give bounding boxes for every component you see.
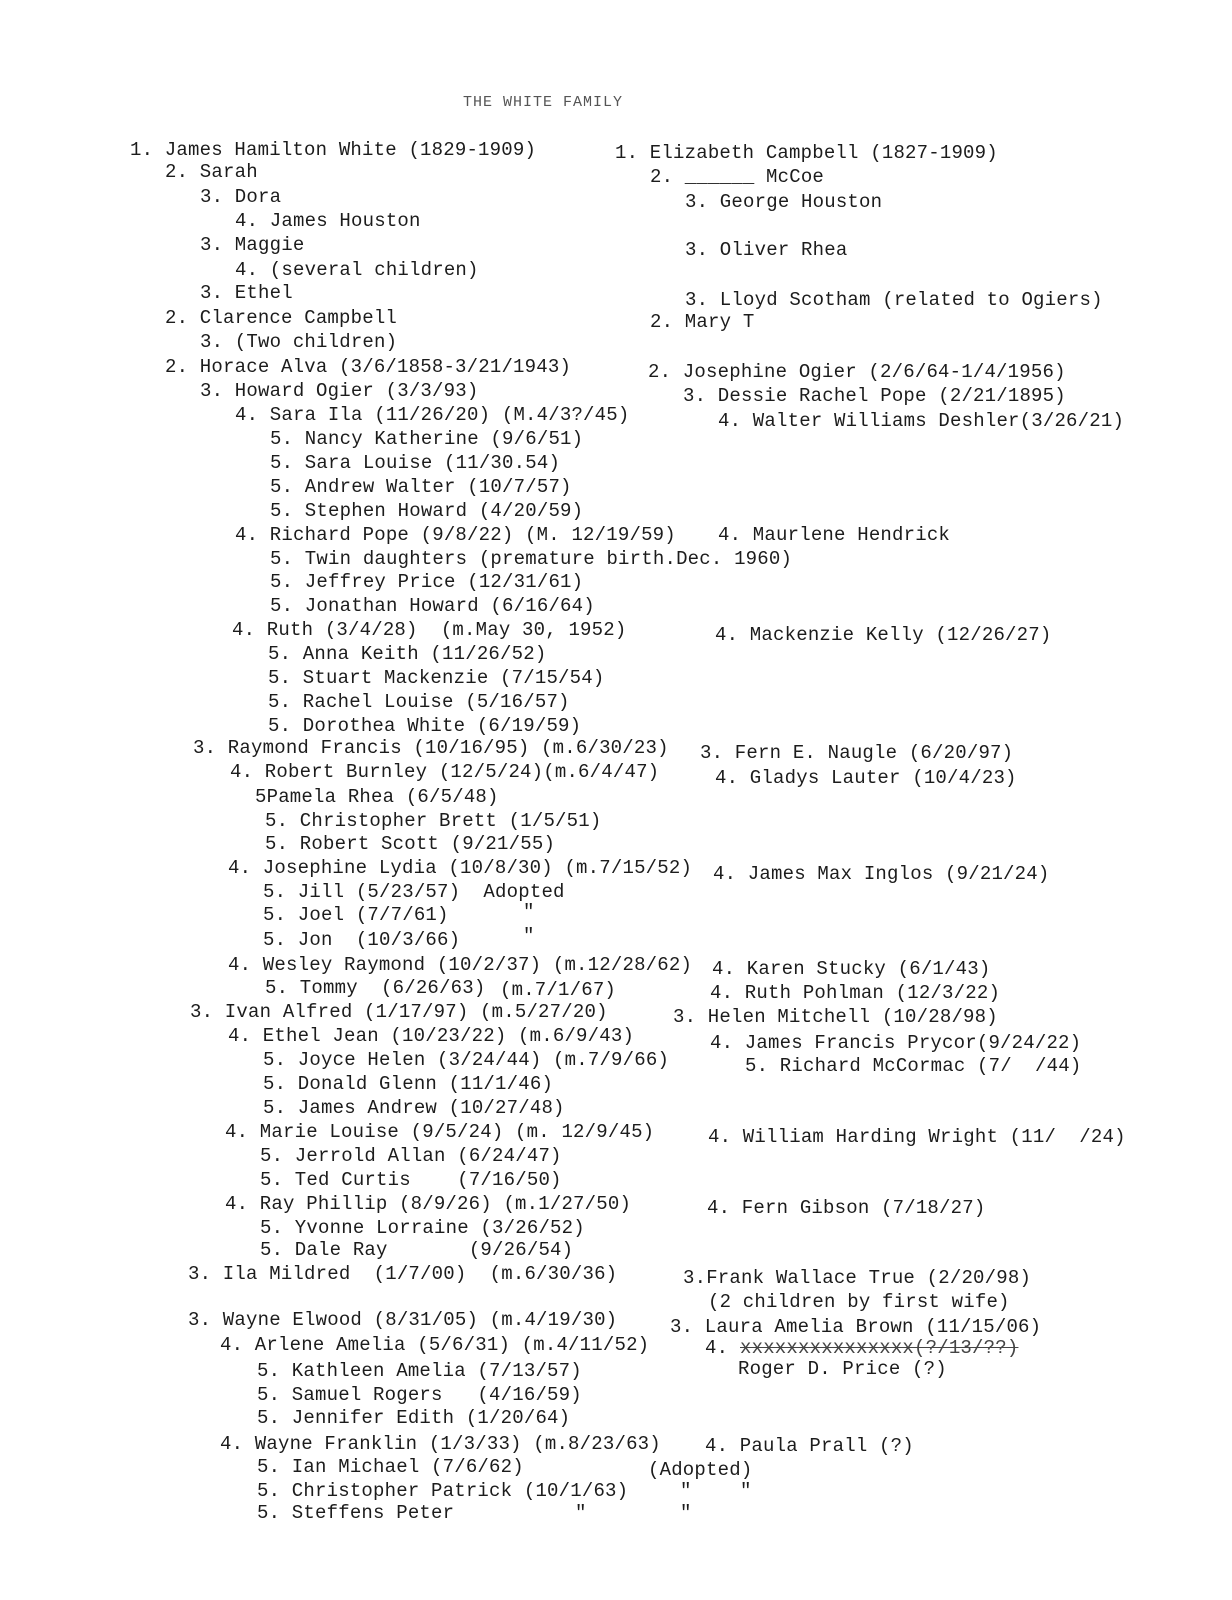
genealogy-entry: 5. Tommy (6/26/63)	[265, 977, 486, 999]
genealogy-entry: 4. Wayne Franklin (1/3/33) (m.8/23/63)	[220, 1433, 661, 1455]
genealogy-entry: 5. Joel (7/7/61)	[263, 904, 449, 926]
genealogy-entry: 3. Dora	[200, 186, 282, 208]
genealogy-entry: 4. Mackenzie Kelly (12/26/27)	[715, 624, 1052, 646]
ditto-mark: "	[680, 1480, 692, 1502]
genealogy-entry: 4. James Houston	[235, 210, 421, 232]
genealogy-entry: (2 children by first wife)	[708, 1291, 1010, 1313]
genealogy-entry: 5. Christopher Patrick (10/1/63)	[257, 1480, 629, 1502]
genealogy-entry: 5. Nancy Katherine (9/6/51)	[270, 428, 584, 450]
genealogy-entry: 3. Ivan Alfred (1/17/97) (m.5/27/20)	[190, 1001, 608, 1023]
genealogy-entry: 4. Ruth (3/4/28) (m.May 30, 1952)	[232, 619, 627, 641]
genealogy-entry: 3. (Two children)	[200, 331, 398, 353]
genealogy-entry: 2. ______ McCoe	[650, 166, 825, 188]
genealogy-entry: 3. Laura Amelia Brown (11/15/06)	[670, 1316, 1042, 1338]
genealogy-entry: 2. Clarence Campbell	[165, 307, 398, 329]
genealogy-entry: 5. Joyce Helen (3/24/44) (m.7/9/66)	[263, 1049, 670, 1071]
ditto-mark: "	[680, 1502, 692, 1524]
genealogy-entry: 4. Wesley Raymond (10/2/37) (m.12/28/62)	[228, 954, 693, 976]
ditto-mark: "	[575, 1502, 587, 1524]
genealogy-entry: 5. Stephen Howard (4/20/59)	[270, 500, 584, 522]
genealogy-entry: 5. Sara Louise (11/30.54)	[270, 452, 561, 474]
genealogy-entry: 3. Oliver Rhea	[685, 239, 848, 261]
genealogy-entry: 5. Christopher Brett (1/5/51)	[265, 810, 602, 832]
genealogy-entry: 4.	[705, 1337, 740, 1359]
genealogy-entry: 5. Steffens Peter	[257, 1502, 455, 1524]
genealogy-entry: 4. Karen Stucky (6/1/43)	[712, 958, 991, 980]
genealogy-entry: 4. Josephine Lydia (10/8/30) (m.7/15/52)	[228, 857, 693, 879]
genealogy-entry: 4. Maurlene Hendrick	[718, 524, 951, 546]
genealogy-entry: 3. Ethel	[200, 282, 293, 304]
genealogy-entry: 5. James Andrew (10/27/48)	[263, 1097, 565, 1119]
genealogy-entry: 3.Frank Wallace True (2/20/98)	[683, 1267, 1032, 1289]
genealogy-entry: 5. Jerrold Allan (6/24/47)	[260, 1145, 562, 1167]
genealogy-entry: Roger D. Price (?)	[738, 1358, 947, 1380]
genealogy-entry: (Adopted)	[648, 1459, 753, 1481]
genealogy-entry: 4. Ray Phillip (8/9/26) (m.1/27/50)	[225, 1193, 632, 1215]
genealogy-entry: 3. Raymond Francis (10/16/95) (m.6/30/23)	[193, 737, 669, 759]
genealogy-entry: 5Pamela Rhea (6/5/48)	[255, 786, 499, 808]
genealogy-entry: 2. Mary T	[650, 311, 755, 333]
genealogy-entry: 4. Ethel Jean (10/23/22) (m.6/9/43)	[228, 1025, 635, 1047]
genealogy-entry: 3. George Houston	[685, 191, 883, 213]
genealogy-entry: 5. Ted Curtis (7/16/50)	[260, 1169, 562, 1191]
genealogy-entry: 2. Sarah	[165, 161, 258, 183]
document-title: THE WHITE FAMILY	[463, 94, 624, 111]
genealogy-entry: 5. Ian Michael (7/6/62)	[257, 1456, 524, 1478]
genealogy-entry: 5. Anna Keith (11/26/52)	[268, 643, 547, 665]
genealogy-entry: 5. Kathleen Amelia (7/13/57)	[257, 1360, 582, 1382]
genealogy-entry: 4. James Max Inglos (9/21/24)	[713, 863, 1050, 885]
genealogy-entry: 3. Wayne Elwood (8/31/05) (m.4/19/30)	[188, 1309, 618, 1331]
ditto-mark: "	[523, 925, 535, 947]
genealogy-entry: 3. Maggie	[200, 234, 305, 256]
genealogy-entry: 5. Yvonne Lorraine (3/26/52)	[260, 1217, 585, 1239]
genealogy-entry: 5. Rachel Louise (5/16/57)	[268, 691, 570, 713]
genealogy-entry: 3. Helen Mitchell (10/28/98)	[673, 1006, 998, 1028]
genealogy-entry: 4. Richard Pope (9/8/22) (M. 12/19/59)	[235, 524, 676, 546]
genealogy-entry: 5. Jill (5/23/57) Adopted	[263, 881, 565, 903]
genealogy-entry: 4. Sara Ila (11/26/20) (M.4/3?/45)	[235, 404, 630, 426]
genealogy-entry: 4. Fern Gibson (7/18/27)	[707, 1197, 986, 1219]
genealogy-entry: 4. Arlene Amelia (5/6/31) (m.4/11/52)	[220, 1334, 650, 1356]
genealogy-entry: 4. Marie Louise (9/5/24) (m. 12/9/45)	[225, 1121, 655, 1143]
genealogy-entry: (m.7/1/67)	[500, 979, 617, 1001]
ditto-mark: "	[740, 1480, 752, 1502]
genealogy-entry: 4. Robert Burnley (12/5/24)(m.6/4/47)	[230, 761, 660, 783]
struck-out-entry: xxxxxxxxxxxxxxx(?/13/??)	[740, 1337, 1019, 1359]
genealogy-entry: 1. James Hamilton White (1829-1909)	[130, 139, 537, 161]
genealogy-entry: 3. Lloyd Scotham (related to Ogiers)	[685, 289, 1103, 311]
genealogy-entry: 5. Samuel Rogers (4/16/59)	[257, 1384, 582, 1406]
genealogy-entry: 5. Jon (10/3/66)	[263, 929, 461, 951]
genealogy-entry: 3. Ila Mildred (1/7/00) (m.6/30/36)	[188, 1263, 618, 1285]
genealogy-entry: 3. Dessie Rachel Pope (2/21/1895)	[683, 385, 1066, 407]
genealogy-entry: 4. Gladys Lauter (10/4/23)	[715, 767, 1017, 789]
genealogy-entry: 5. Dorothea White (6/19/59)	[268, 715, 582, 737]
genealogy-entry: 3. Fern E. Naugle (6/20/97)	[700, 742, 1014, 764]
genealogy-entry: 2. Horace Alva (3/6/1858-3/21/1943)	[165, 356, 572, 378]
genealogy-entry: 2. Josephine Ogier (2/6/64-1/4/1956)	[648, 361, 1066, 383]
genealogy-entry: 5. Jeffrey Price (12/31/61)	[270, 571, 584, 593]
genealogy-entry: 1. Elizabeth Campbell (1827-1909)	[615, 142, 998, 164]
genealogy-entry: 4. William Harding Wright (11/ /24)	[708, 1126, 1126, 1148]
genealogy-entry: 5. Robert Scott (9/21/55)	[265, 833, 556, 855]
genealogy-entry: 4. James Francis Prycor(9/24/22)	[710, 1032, 1082, 1054]
genealogy-entry: 5. Jonathan Howard (6/16/64)	[270, 595, 595, 617]
genealogy-entry: 5. Dale Ray (9/26/54)	[260, 1239, 574, 1261]
genealogy-entry: 4. Ruth Pohlman (12/3/22)	[710, 982, 1001, 1004]
genealogy-entry: 4. Walter Williams Deshler(3/26/21)	[718, 410, 1125, 432]
genealogy-entry: 5. Stuart Mackenzie (7/15/54)	[268, 667, 605, 689]
genealogy-entry: 5. Jennifer Edith (1/20/64)	[257, 1407, 571, 1429]
genealogy-entry: 5. Donald Glenn (11/1/46)	[263, 1073, 554, 1095]
genealogy-entry: 5. Andrew Walter (10/7/57)	[270, 476, 572, 498]
genealogy-entry: 4. Paula Prall (?)	[705, 1435, 914, 1457]
genealogy-entry: 4. (several children)	[235, 259, 479, 281]
genealogy-entry: 5. Richard McCormac (7/ /44)	[745, 1055, 1082, 1077]
ditto-mark: "	[523, 901, 535, 923]
genealogy-entry: 5. Twin daughters (premature birth.Dec. 1960)	[270, 548, 793, 570]
genealogy-entry: 3. Howard Ogier (3/3/93)	[200, 380, 479, 402]
